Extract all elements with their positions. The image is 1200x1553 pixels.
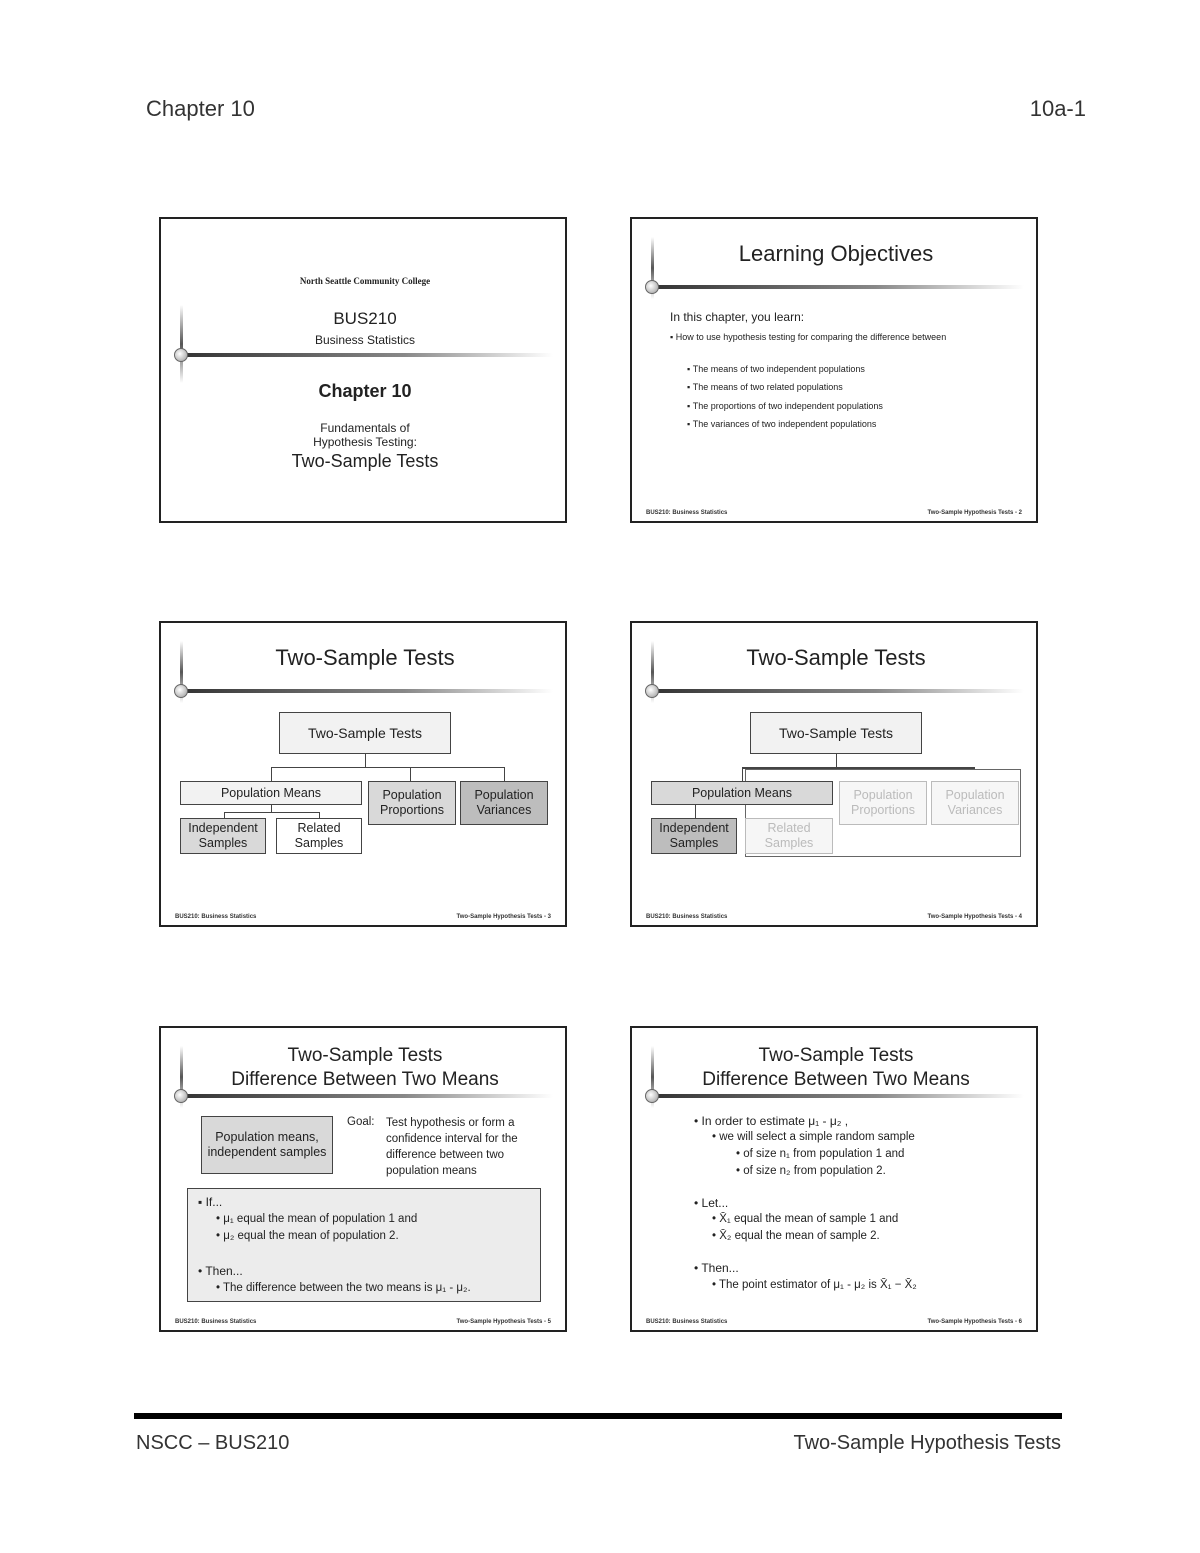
slide-footer-right: Two-Sample Hypothesis Tests - 2 [927,510,1022,516]
course-name: Business Statistics [314,333,416,347]
goal-text: Test hypothesis or form a confidence interval for the difference between two population means [386,1117,518,1177]
page-number: 10a-1 [1029,96,1086,121]
slide-footer-left: BUS210: Business Statistics [646,914,728,920]
node-independent-samples: Independent Samples [651,818,737,854]
subtitle-line-2: Hypothesis Testing: [313,435,417,449]
slide-title: Two-Sample Tests [746,645,926,670]
node-related-samples: Related Samples [276,818,362,854]
point-estimator-bullet: • The point estimator of μ₁ - μ₂ is X̄₁ − X̄₂ [712,1279,917,1291]
node-population-variances: Population Variances [931,781,1019,825]
slide-title: Two-Sample Tests Difference Between Two Means [231,1045,499,1090]
slide-4 [630,621,1038,927]
intro-text: In this chapter, you learn: [670,310,805,324]
xbar2-bullet: • X̄₂ equal the mean of sample 2. [712,1230,880,1242]
node-population-means: Population Means [651,781,833,805]
slide-footer-left: BUS210: Business Statistics [175,914,257,920]
sample-bullet: • we will select a simple random sample [712,1131,915,1143]
tree-root: Two-Sample Tests [750,712,922,754]
college-name: North Seattle Community College [299,276,431,286]
bullet-main: ▪ How to use hypothesis testing for comparing the difference between [670,332,947,342]
definition-box [187,1188,541,1302]
slide-footer-right: Two-Sample Hypothesis Tests - 5 [456,1319,551,1325]
tree-root: Two-Sample Tests [279,712,451,754]
goal-label: Goal: [347,1116,375,1128]
slide-5 [159,1026,567,1332]
slide-title: Two-Sample Tests Difference Between Two Means [702,1045,970,1090]
slide-title: Learning Objectives [738,241,934,266]
slide-footer-left: BUS210: Business Statistics [646,510,728,516]
page-chapter-header: Chapter 10 [146,96,255,121]
population-means-box: Population means, independent samples [201,1116,333,1174]
node-population-proportions: Population Proportions [368,781,456,825]
sub-bullet-3: ▪ The proportions of two independent populations [687,401,883,411]
slide-2 [630,217,1038,523]
subtitle-line-3: Two-Sample Tests [291,451,439,471]
slide-footer-right: Two-Sample Hypothesis Tests - 4 [927,914,1022,920]
size-n1-bullet: • of size n₁ from population 1 and [736,1148,905,1160]
node-independent-samples: Independent Samples [180,818,266,854]
difference-bullet: • The difference between the two means is μ₁ - μ₂. [216,1282,471,1294]
slide-footer-left: BUS210: Business Statistics [175,1319,257,1325]
mu2-bullet: • μ₂ equal the mean of population 2. [216,1230,399,1242]
slide-title: Two-Sample Tests [275,645,455,670]
footer-rule [134,1413,1062,1419]
sub-bullet-4: ▪ The variances of two independent populations [687,419,877,429]
then-bullet: • Then... [198,1264,243,1278]
size-n2-bullet: • of size n₂ from population 2. [736,1165,886,1177]
xbar1-bullet: • X̄₁ equal the mean of sample 1 and [712,1213,899,1225]
estimate-bullet: • In order to estimate μ₁ - μ₂ , [694,1114,849,1128]
chapter-title: Chapter 10 [318,381,412,401]
node-related-samples: Related Samples [745,818,833,854]
slide-3 [159,621,567,927]
sub-bullet-1: ▪ The means of two independent populations [687,364,865,374]
slide-1 [159,217,567,523]
slide-footer-right: Two-Sample Hypothesis Tests - 6 [927,1319,1022,1325]
let-bullet: • Let... [694,1196,729,1210]
node-population-means: Population Means [180,781,362,805]
then-bullet: • Then... [694,1261,739,1275]
node-population-variances: Population Variances [460,781,548,825]
slide-footer-left: BUS210: Business Statistics [646,1319,728,1325]
slide-footer-right: Two-Sample Hypothesis Tests - 3 [456,914,551,920]
slide-6 [630,1026,1038,1332]
footer-left: NSCC – BUS210 [136,1432,290,1454]
node-population-proportions: Population Proportions [839,781,927,825]
course-code: BUS210 [333,309,397,328]
mu1-bullet: • μ₁ equal the mean of population 1 and [216,1213,418,1225]
subtitle-line-1: Fundamentals of [320,421,410,435]
sub-bullet-2: ▪ The means of two related populations [687,382,843,392]
if-bullet: ▪ If... [198,1195,223,1209]
footer-right: Two-Sample Hypothesis Tests [793,1432,1061,1454]
